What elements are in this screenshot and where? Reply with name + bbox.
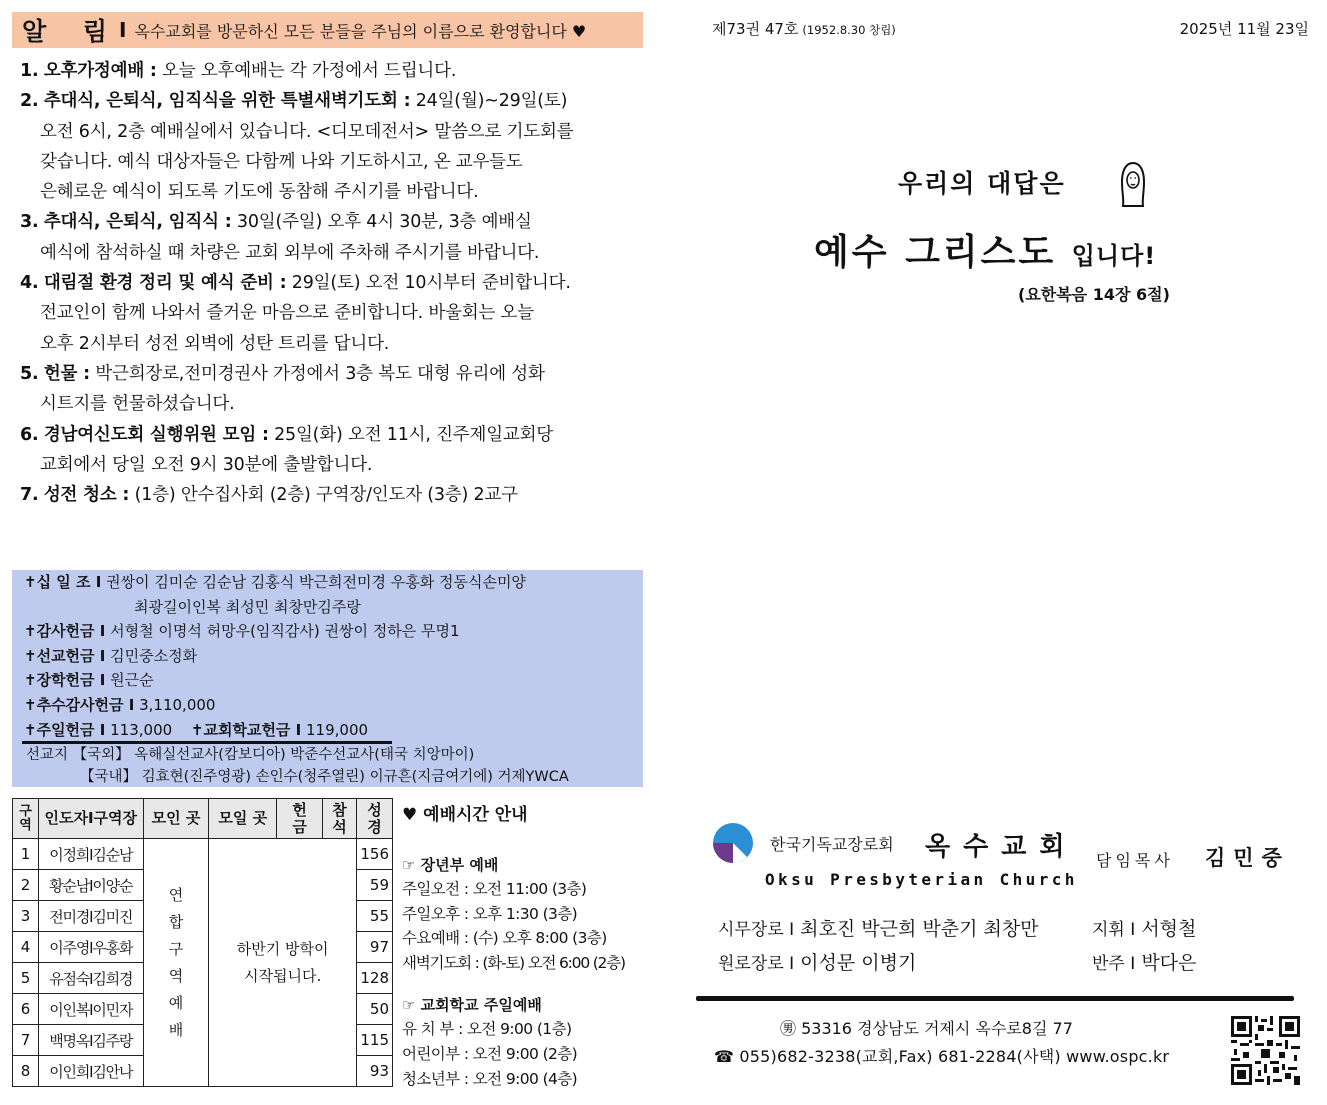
next-place-notice: 하반기 방학이 시작됩니다.	[209, 839, 357, 1087]
tithe-row: ✝십 일 조 I 권쌍이 김미순 김순남 김홍식 박근희전미경 우홍화 정동식손미양	[24, 573, 526, 591]
col-bible: 성 경	[356, 799, 392, 839]
qr-code-icon[interactable]	[1228, 1013, 1303, 1088]
school-worship-heading: ☞ 교회학교 주일예배	[402, 996, 542, 1015]
district-number: 4	[13, 932, 39, 963]
district-leader: 전미경I김미진	[38, 901, 143, 932]
worship-line: 새벽기도회 : (화-토) 오전 6:00 (2층)	[402, 953, 625, 972]
district-number: 7	[13, 1025, 39, 1056]
notice-item: 5. 헌물 : 박근희장로,전미경권사 가정에서 3층 복도 대형 유리에 성화 시트지를 헌물하셨습니다.	[20, 363, 545, 415]
worship-times	[402, 800, 642, 1091]
district-leader: 이인복I이민자	[38, 994, 143, 1025]
col-attend: 참 석	[323, 799, 357, 839]
harvest-row: ✝추수감사헌금 I 3,110,000	[24, 695, 216, 714]
col-offering: 헌 금	[277, 799, 323, 839]
adult-worship-heading: ☞ 장년부 예배	[402, 856, 499, 874]
bulletin-date: 2025년 11월 23일	[1179, 20, 1309, 38]
district-leader: 황순남I이양순	[38, 870, 143, 901]
notice-item: 7. 성전 청소 : (1층) 안수집사회 (2층) 구역장/인도자 (3층) 2교구	[20, 485, 518, 506]
church-logo-icon	[712, 822, 754, 864]
district-leader: 이인희I김안나	[38, 1056, 143, 1087]
tithe-row-continued: 최광길이인복 최성민 최창만김주랑	[134, 597, 361, 616]
theme-line-2: 예수 그리스도 입니다!	[814, 232, 1157, 273]
notice-item: 6. 경남여신도회 실행위원 모임 : 25일(화) 오전 11시, 진주제일교회당 교회에서 당일 오전 9시 30분에 출발합니다.	[20, 424, 554, 475]
denomination: 한국기독교장로회	[770, 835, 894, 854]
accompanist: 반주 I 박다은	[1092, 952, 1197, 974]
worship-line: 수요예배 : (수) 오후 8:00 (3층)	[402, 929, 607, 948]
col-district: 구 역	[13, 799, 39, 839]
notice-item: 3. 추대식, 은퇴식, 임직식 : 30일(주일) 오후 4시 30분, 3층 예배실 예식에 참석하실 때 차량은 교회 외부에 주차해 주시기를 바랍니다.	[20, 212, 540, 263]
bible-count: 55	[356, 901, 392, 932]
worship-line: 어린이부 : 오전 9:00 (2층)	[402, 1044, 578, 1063]
church-name: 옥수교회	[925, 832, 1078, 862]
notice-separator: I	[119, 18, 127, 42]
bible-count: 59	[356, 870, 392, 901]
footer-divider	[696, 996, 1294, 1001]
thanks-row: ✝감사헌금 I 서형철 이명석 허망우(임직감사) 권쌍이 정하은 무명1	[24, 622, 460, 641]
table-row	[13, 839, 393, 870]
district-number: 5	[13, 963, 39, 994]
theme-line-1: 우리의 대답은	[898, 169, 1066, 198]
met-place: 연 합 구 역 예 배	[143, 839, 209, 1087]
jesus-figure-icon	[1118, 160, 1148, 208]
district-number: 3	[13, 901, 39, 932]
notice-list	[20, 56, 640, 510]
offering-box	[12, 570, 643, 787]
pastor-role: 담임목사	[1096, 851, 1174, 870]
bible-count: 128	[356, 963, 392, 994]
table-header	[13, 799, 393, 839]
district-table	[12, 798, 393, 1087]
church-address: ㊚ 53316 경상남도 거제시 옥수로8길 77	[780, 1019, 1073, 1038]
col-next-place: 모일 곳	[209, 799, 277, 839]
district-leader: 이주영I우홍화	[38, 932, 143, 963]
notice-header	[12, 12, 643, 48]
worship-line: 주일오후 : 오후 1:30 (3층)	[402, 904, 578, 923]
worship-line: 주일오전 : 오전 11:00 (3층)	[402, 880, 587, 898]
church-phone[interactable]: ☎ 055)682-3238(교회,Fax) 681-2284(사택) www.ospc.kr	[714, 1047, 1170, 1066]
bible-count: 156	[356, 839, 392, 870]
pastor-name: 김민중	[1205, 846, 1290, 870]
district-leader: 백명옥I김주랑	[38, 1025, 143, 1056]
notice-item: 2. 추대식, 은퇴식, 임직식을 위한 특별새벽기도회 : 24일(월)~29일(토) 오전 6시, 2층 예배실에서 있습니다. <디모데전서> 말씀으로 기도회를 갖습니다. 예식 대상자들은 다함께 나와 기도하시고, 온 교우들도 은혜로운 예식이 되도록 기도에 동참해 주시기를 바랍니다.	[20, 91, 574, 203]
scholarship-row: ✝장학헌금 I 원근순	[24, 671, 154, 690]
bible-count: 97	[356, 932, 392, 963]
district-number: 6	[13, 994, 39, 1025]
district-leader: 유점숙I김희경	[38, 963, 143, 994]
mission-row: ✝선교헌금 I 김민중소정화	[24, 646, 198, 665]
worship-heading: ♥ 예배시간 안내	[402, 805, 528, 825]
notice-item: 4. 대림절 환경 정리 및 예식 준비 : 29일(토) 오전 10시부터 준비합니다. 전교인이 함께 나와서 즐거운 마음으로 준비합니다. 바울회는 오늘 오후 2시부터 성전 외벽에 성탄 트리를 답니다.	[20, 273, 571, 354]
notice-title: 알 림	[22, 17, 122, 46]
founded-date: (1952.8.30 창립)	[802, 23, 896, 37]
bible-count: 115	[356, 1025, 392, 1056]
bible-count: 50	[356, 994, 392, 1025]
conductor: 지휘 I 서형철	[1092, 918, 1197, 940]
district-number: 2	[13, 870, 39, 901]
worship-line: 유 치 부 : 오전 9:00 (1층)	[402, 1020, 572, 1039]
worship-line: 청소년부 : 오전 9:00 (4층)	[402, 1069, 578, 1088]
theme-reference: (요한복음 14장 6절)	[1018, 285, 1170, 304]
district-leader: 이정희I김순남	[38, 839, 143, 870]
welcome-message: 옥수교회를 방문하신 모든 분들을 주님의 이름으로 환영합니다 ♥	[134, 21, 587, 41]
district-number: 8	[13, 1056, 39, 1087]
col-leader: 인도자I구역장	[38, 799, 143, 839]
elders: 시무장로 I 최호진 박근희 박춘기 최창만	[718, 918, 1039, 940]
retired-elders: 원로장로 I 이성문 이병기	[718, 952, 917, 974]
notice-item: 1. 오후가정예배 : 오늘 오후예배는 각 가정에서 드립니다.	[20, 61, 457, 81]
issue-number: 제73권 47호 (1952.8.30 창립)	[712, 20, 896, 38]
bible-count: 93	[356, 1056, 392, 1087]
district-number: 1	[13, 839, 39, 870]
sunday-row: ✝주일헌금 I 113,000 ✝교회학교헌금 I 119,000	[24, 720, 369, 739]
col-met-place: 모인 곳	[143, 799, 209, 839]
church-name-english: Oksu Presbyterian Church	[765, 870, 1078, 889]
missionaries: 선교지 【국외】 옥해실선교사(캄보디아) 박준수선교사(태국 치앙마이) 【국내】 김효현(진주영광) 손인수(청주열린) 이규흔(지금여기에) 거제YWCA	[26, 747, 569, 785]
